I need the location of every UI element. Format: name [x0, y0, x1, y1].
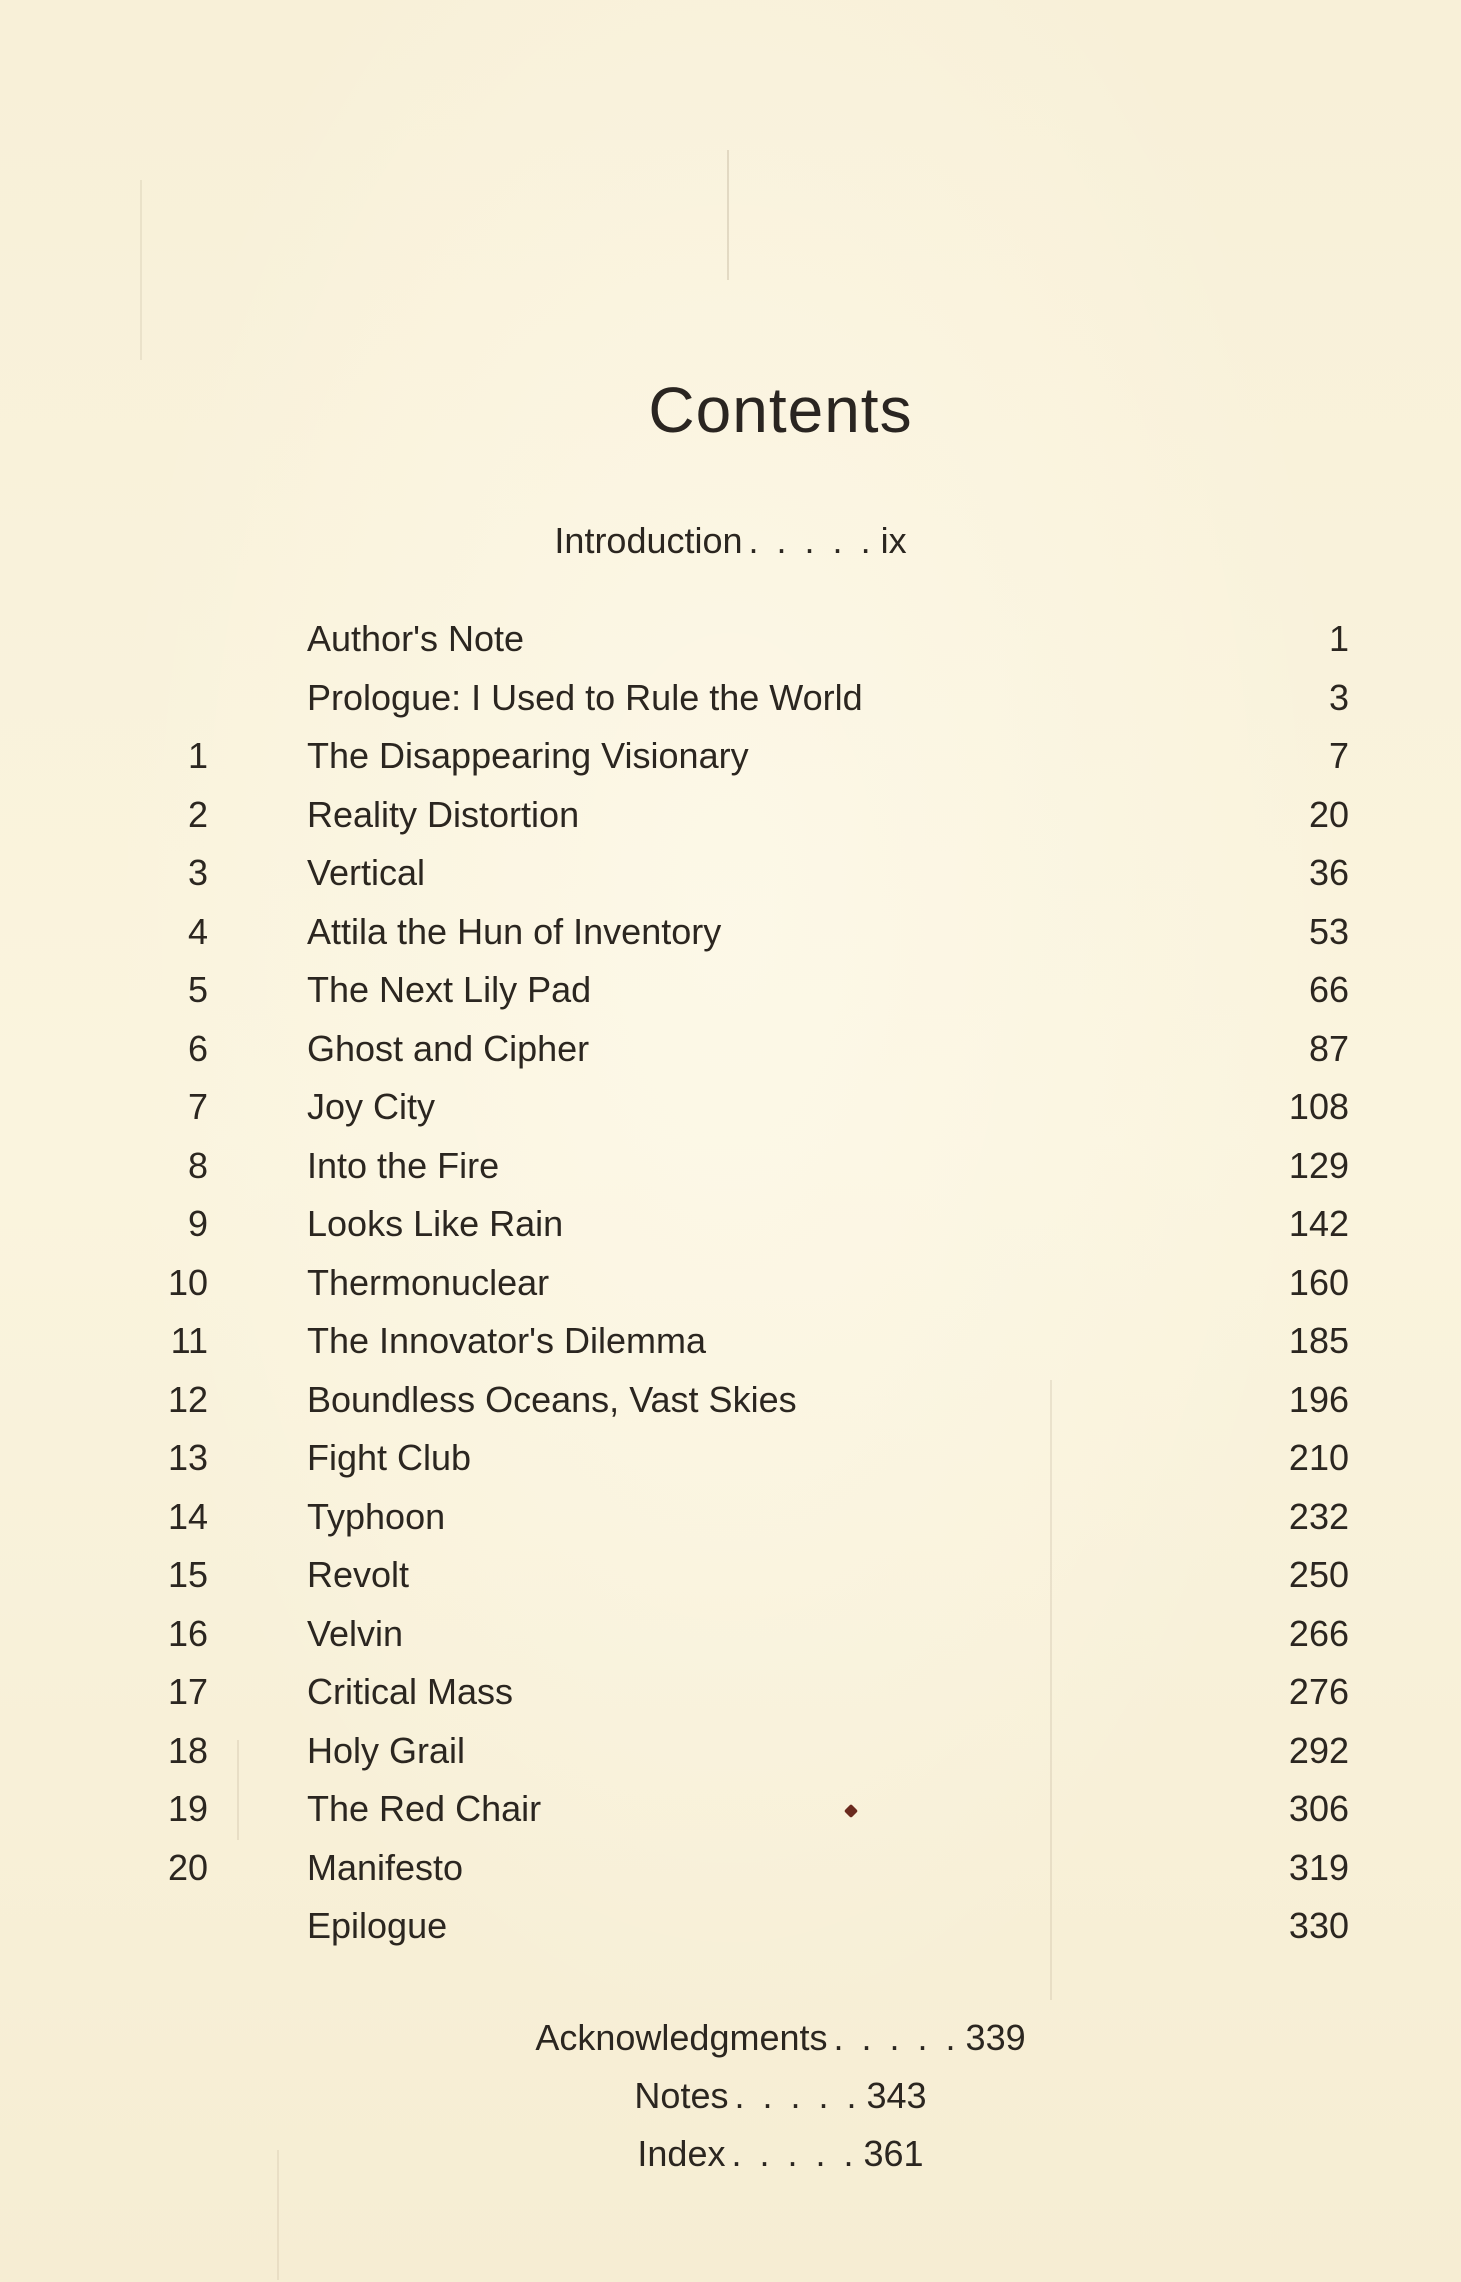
chapter-title: Prologue: I Used to Rule the World — [307, 676, 863, 718]
toc-entry[interactable] — [0, 961, 1461, 1020]
chapter-title: Reality Distortion — [307, 793, 580, 835]
chapter-number: 18 — [167, 1729, 208, 1771]
page-number: 3 — [1328, 676, 1349, 718]
chapter-title: The Innovator's Dilemma — [307, 1320, 707, 1361]
toc-entry[interactable] — [0, 1078, 1461, 1137]
toc-entry[interactable] — [0, 1195, 1461, 1254]
page-number: 319 — [1288, 1846, 1349, 1888]
chapter-title: Boundless Oceans, Vast Skies — [307, 1378, 797, 1420]
toc-entry[interactable] — [0, 1897, 1461, 1956]
toc-entry[interactable] — [0, 610, 1461, 669]
chapter-number: 16 — [167, 1612, 208, 1654]
chapter-title: The Next Lily Pad — [307, 969, 592, 1010]
page-number: 292 — [1288, 1729, 1349, 1771]
scan-mark — [727, 150, 729, 280]
chapter-number: 11 — [170, 1320, 208, 1361]
notes-page: 343 — [866, 2075, 927, 2116]
chapter-number: 10 — [167, 1261, 208, 1303]
page-number: 266 — [1288, 1612, 1349, 1654]
page-number: 1 — [1328, 618, 1349, 659]
toc-entry[interactable] — [0, 1488, 1461, 1547]
chapter-number: 3 — [187, 852, 208, 893]
toc-entry[interactable] — [0, 1254, 1461, 1313]
page-number: 36 — [1308, 852, 1349, 893]
chapter-number: 5 — [187, 969, 208, 1010]
page-number: 232 — [1288, 1495, 1349, 1537]
toc-entry[interactable] — [0, 844, 1461, 903]
chapter-number: 12 — [167, 1378, 208, 1420]
scan-mark — [140, 180, 142, 360]
chapter-title: Revolt — [307, 1554, 410, 1595]
chapter-title: Vertical — [307, 852, 426, 893]
toc-entry[interactable] — [0, 1429, 1461, 1488]
toc-entry[interactable] — [0, 669, 1461, 728]
toc-entry[interactable] — [0, 1312, 1461, 1371]
leader-dots: . . . . . — [731, 2133, 858, 2174]
toc-entry[interactable] — [0, 1780, 1461, 1839]
chapter-title: Velvin — [307, 1612, 404, 1654]
toc-entry[interactable] — [0, 1137, 1461, 1196]
chapter-title: Ghost and Cipher — [307, 1027, 590, 1069]
chapter-title: Holy Grail — [307, 1729, 466, 1771]
chapter-title: Author's Note — [307, 618, 524, 659]
leader-dots: . . . . . — [748, 520, 875, 561]
intro-page: ix — [880, 520, 907, 561]
toc-entry[interactable] — [0, 1722, 1461, 1781]
intro-label: Introduction — [554, 520, 743, 561]
page-number: 330 — [1288, 1905, 1349, 1946]
toc-entry[interactable] — [0, 1605, 1461, 1664]
acknowledgments-line[interactable] — [0, 2017, 1461, 2059]
chapter-number: 4 — [187, 910, 208, 952]
toc-entry[interactable] — [0, 1546, 1461, 1605]
acknowledgments-page: 339 — [965, 2017, 1026, 2058]
leader-dots: . . . . . — [734, 2075, 861, 2116]
page-number: 108 — [1288, 1086, 1349, 1127]
toc-entry[interactable] — [0, 1020, 1461, 1079]
toc-entry[interactable] — [0, 727, 1461, 786]
page-number: 129 — [1288, 1144, 1349, 1186]
toc-entry[interactable] — [0, 1663, 1461, 1722]
page-number: 196 — [1288, 1378, 1349, 1420]
chapter-number: 20 — [167, 1846, 208, 1888]
chapter-title: Epilogue — [307, 1905, 448, 1946]
page-number: 20 — [1308, 793, 1349, 835]
chapter-number: 8 — [187, 1144, 208, 1186]
toc-entry[interactable] — [0, 1839, 1461, 1898]
chapter-number: 14 — [167, 1495, 208, 1537]
chapter-number: 9 — [187, 1203, 208, 1244]
chapter-number: 15 — [167, 1554, 208, 1595]
chapter-number: 6 — [187, 1027, 208, 1069]
intro-line[interactable] — [0, 520, 1461, 562]
chapter-number: 19 — [167, 1788, 208, 1829]
notes-label: Notes — [634, 2075, 729, 2116]
page-number: 66 — [1308, 969, 1349, 1010]
page-number: 210 — [1288, 1437, 1349, 1478]
page-number: 53 — [1308, 910, 1349, 952]
toc-entry[interactable] — [0, 903, 1461, 962]
chapter-number: 2 — [187, 793, 208, 835]
chapter-title: The Red Chair — [307, 1788, 542, 1829]
chapter-title: Fight Club — [307, 1437, 472, 1478]
page-number: 185 — [1288, 1320, 1349, 1361]
page-title: Contents — [648, 373, 913, 446]
chapter-title: Looks Like Rain — [307, 1203, 564, 1244]
chapter-title: Typhoon — [307, 1495, 446, 1537]
index-line[interactable] — [0, 2133, 1461, 2175]
index-label: Index — [637, 2133, 726, 2174]
chapter-number: 7 — [187, 1086, 208, 1127]
page-number: 250 — [1288, 1554, 1349, 1595]
chapter-number: 13 — [167, 1437, 208, 1478]
chapter-number: 1 — [187, 735, 208, 776]
page-number: 7 — [1328, 735, 1349, 776]
chapter-number: 17 — [167, 1671, 208, 1712]
leader-dots: . . . . . — [833, 2017, 960, 2058]
chapter-title: Into the Fire — [307, 1144, 500, 1186]
page-number: 160 — [1288, 1261, 1349, 1303]
toc-entry[interactable] — [0, 1371, 1461, 1430]
chapter-title: Thermonuclear — [307, 1261, 550, 1303]
chapter-title: Attila the Hun of Inventory — [307, 910, 722, 952]
index-page: 361 — [863, 2133, 924, 2174]
chapter-title: Critical Mass — [307, 1671, 514, 1712]
acknowledgments-label: Acknowledgments — [535, 2017, 828, 2058]
toc-list — [0, 610, 1461, 1956]
toc-entry[interactable] — [0, 786, 1461, 845]
page-number: 276 — [1288, 1671, 1349, 1712]
chapter-title: The Disappearing Visionary — [307, 735, 749, 776]
page-number: 306 — [1288, 1788, 1349, 1829]
notes-line[interactable] — [0, 2075, 1461, 2117]
chapter-title: Manifesto — [307, 1846, 464, 1888]
page-number: 87 — [1308, 1027, 1349, 1069]
chapter-title: Joy City — [307, 1086, 436, 1127]
page-number: 142 — [1288, 1203, 1349, 1244]
